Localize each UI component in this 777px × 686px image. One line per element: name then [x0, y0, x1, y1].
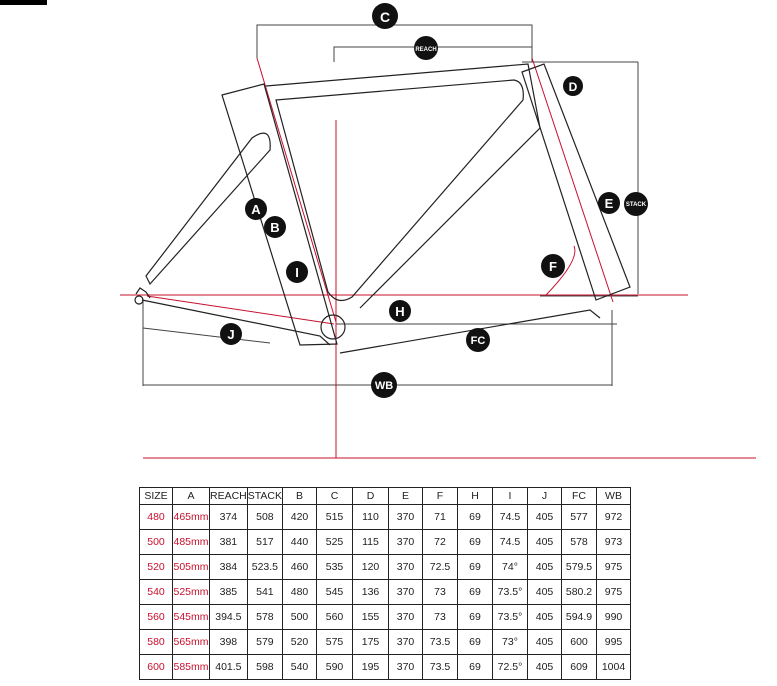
table-cell: 405 — [528, 530, 562, 555]
callout-reach — [414, 36, 438, 60]
table-cell: 579 — [247, 630, 282, 655]
column-header: SIZE — [140, 488, 173, 505]
geometry-spec-table — [139, 487, 631, 680]
label-reach: REACH — [415, 47, 437, 53]
table-cell: 579.5 — [562, 555, 597, 580]
table-cell: 73.5° — [493, 580, 528, 605]
table-cell: 72 — [423, 530, 458, 555]
label-e: E — [604, 196, 614, 211]
label-d: D — [568, 80, 578, 94]
table-cell: 525 — [317, 530, 353, 555]
table-cell: 517 — [247, 530, 282, 555]
table-cell: 69 — [458, 605, 493, 630]
table-cell: 578 — [247, 605, 282, 630]
table-cell: 401.5 — [210, 655, 248, 680]
column-header: I — [493, 488, 528, 505]
table-cell: 973 — [597, 530, 631, 555]
column-header: WB — [597, 488, 631, 505]
bicycle-frame-outline — [135, 64, 630, 353]
table-cell: 520 — [140, 555, 173, 580]
table-cell: 155 — [353, 605, 389, 630]
table-cell: 405 — [528, 505, 562, 530]
column-header: A — [173, 488, 210, 505]
label-wb: WB — [374, 380, 394, 392]
table-cell: 175 — [353, 630, 389, 655]
table-row — [140, 655, 631, 680]
table-cell: 560 — [317, 605, 353, 630]
dimension-lines — [143, 25, 638, 386]
table-cell: 385 — [210, 580, 248, 605]
table-cell: 480 — [283, 580, 317, 605]
table-cell: 515 — [317, 505, 353, 530]
table-cell: 600 — [562, 630, 597, 655]
table-cell: 115 — [353, 530, 389, 555]
table-cell: 460 — [283, 555, 317, 580]
table-cell: 508 — [247, 505, 282, 530]
callout-f — [541, 254, 565, 278]
table-cell: 370 — [389, 605, 423, 630]
table-cell: 523.5 — [247, 555, 282, 580]
table-cell: 120 — [353, 555, 389, 580]
table-row — [140, 580, 631, 605]
table-cell: 370 — [389, 580, 423, 605]
label-f: F — [549, 259, 557, 274]
table-cell: 990 — [597, 605, 631, 630]
callout-wb — [371, 372, 397, 398]
table-cell: 73 — [423, 605, 458, 630]
callout-c — [372, 3, 398, 29]
table-cell: 972 — [597, 505, 631, 530]
table-cell: 577 — [562, 505, 597, 530]
label-j: J — [227, 327, 235, 342]
table-cell: 71 — [423, 505, 458, 530]
label-c: C — [379, 9, 391, 25]
column-header: FC — [562, 488, 597, 505]
table-cell: 398 — [210, 630, 248, 655]
table-cell: 405 — [528, 605, 562, 630]
table-cell: 69 — [458, 505, 493, 530]
table-header-row — [140, 488, 631, 505]
table-cell: 405 — [528, 555, 562, 580]
table-cell: 136 — [353, 580, 389, 605]
table-cell: 73.5 — [423, 655, 458, 680]
column-header: H — [458, 488, 493, 505]
reference-lines-red — [120, 58, 756, 458]
table-cell: 580 — [140, 630, 173, 655]
table-cell: 575 — [317, 630, 353, 655]
column-header: E — [389, 488, 423, 505]
table-cell: 374 — [210, 505, 248, 530]
table-row — [140, 505, 631, 530]
table-cell: 370 — [389, 630, 423, 655]
table-cell: 69 — [458, 530, 493, 555]
table-cell: 580.2 — [562, 580, 597, 605]
table-cell: 370 — [389, 555, 423, 580]
table-cell: 73.5° — [493, 605, 528, 630]
table-cell: 525mm — [173, 580, 210, 605]
table-row — [140, 530, 631, 555]
table-cell: 381 — [210, 530, 248, 555]
table-cell: 420 — [283, 505, 317, 530]
label-fc: FC — [470, 335, 486, 347]
table-cell: 560 — [140, 605, 173, 630]
callout-a — [245, 198, 267, 220]
table-cell: 585mm — [173, 655, 210, 680]
table-cell: 405 — [528, 630, 562, 655]
table-cell: 370 — [389, 655, 423, 680]
table-cell: 545mm — [173, 605, 210, 630]
table-cell: 370 — [389, 530, 423, 555]
callout-e — [598, 192, 620, 214]
table-cell: 73.5 — [423, 630, 458, 655]
callout-i — [286, 261, 308, 283]
table-cell: 72.5° — [493, 655, 528, 680]
table-cell: 545 — [317, 580, 353, 605]
table-cell: 594.9 — [562, 605, 597, 630]
table-cell: 578 — [562, 530, 597, 555]
label-a: A — [251, 202, 261, 217]
column-header: B — [283, 488, 317, 505]
table-cell: 73 — [423, 580, 458, 605]
callout-h — [389, 300, 411, 322]
table-cell: 598 — [247, 655, 282, 680]
table-cell: 540 — [283, 655, 317, 680]
table-cell: 73° — [493, 630, 528, 655]
table-cell: 995 — [597, 630, 631, 655]
label-stack: STACK — [625, 202, 647, 208]
callout-fc — [466, 328, 490, 352]
table-cell: 74.5 — [493, 530, 528, 555]
table-cell: 69 — [458, 555, 493, 580]
table-cell: 110 — [353, 505, 389, 530]
table-cell: 975 — [597, 555, 631, 580]
column-header: F — [423, 488, 458, 505]
callout-b — [264, 216, 286, 238]
table-cell: 69 — [458, 580, 493, 605]
table-cell: 69 — [458, 630, 493, 655]
table-cell: 440 — [283, 530, 317, 555]
column-header: STACK — [247, 488, 282, 505]
table-cell: 485mm — [173, 530, 210, 555]
column-header: C — [317, 488, 353, 505]
table-cell: 465mm — [173, 505, 210, 530]
table-cell: 1004 — [597, 655, 631, 680]
table-cell: 500 — [140, 530, 173, 555]
table-cell: 69 — [458, 655, 493, 680]
column-header: D — [353, 488, 389, 505]
table-cell: 520 — [283, 630, 317, 655]
table-row — [140, 630, 631, 655]
table-cell: 590 — [317, 655, 353, 680]
table-cell: 370 — [389, 505, 423, 530]
table-cell: 600 — [140, 655, 173, 680]
table-cell: 565mm — [173, 630, 210, 655]
label-h: H — [395, 304, 405, 319]
column-header: J — [528, 488, 562, 505]
table-cell: 541 — [247, 580, 282, 605]
table-body — [140, 505, 631, 680]
table-cell: 394.5 — [210, 605, 248, 630]
callout-stack — [624, 192, 648, 216]
table-cell: 540 — [140, 580, 173, 605]
table-cell: 405 — [528, 580, 562, 605]
table-cell: 72.5 — [423, 555, 458, 580]
table-cell: 535 — [317, 555, 353, 580]
table-cell: 975 — [597, 580, 631, 605]
column-header: REACH — [210, 488, 248, 505]
label-i: I — [295, 265, 299, 280]
table-cell: 480 — [140, 505, 173, 530]
table-cell: 195 — [353, 655, 389, 680]
table-cell: 609 — [562, 655, 597, 680]
callout-j — [220, 323, 242, 345]
callout-d — [563, 76, 583, 96]
table-cell: 405 — [528, 655, 562, 680]
table-row — [140, 605, 631, 630]
table-row — [140, 555, 631, 580]
table-cell: 500 — [283, 605, 317, 630]
table-cell: 384 — [210, 555, 248, 580]
table-cell: 505mm — [173, 555, 210, 580]
table-cell: 74.5 — [493, 505, 528, 530]
table-cell: 74° — [493, 555, 528, 580]
label-b: B — [270, 220, 280, 235]
